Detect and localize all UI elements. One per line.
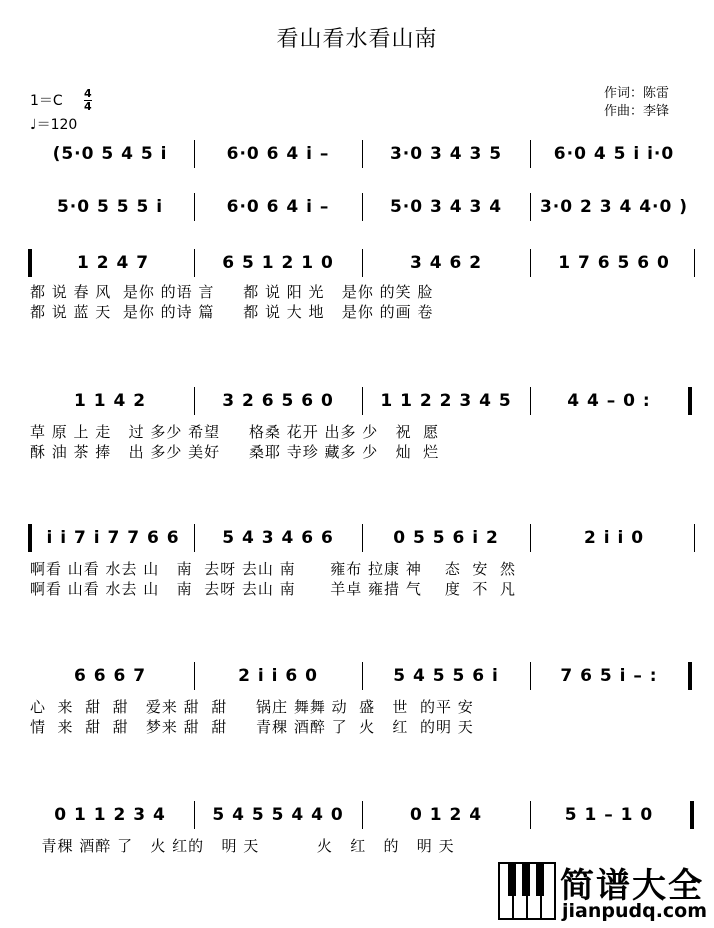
bar-notes: 6 6 6 7 — [73, 666, 147, 686]
bar-line — [194, 140, 195, 168]
bar-notes: 2 i i 0 — [583, 528, 645, 548]
bar-notes: 0 1 2 4 — [409, 805, 483, 825]
bar-notes: 5 4 5 5 6 i — [393, 666, 499, 686]
bar-line — [362, 801, 363, 829]
bar-line — [530, 249, 531, 277]
staff-row-4 — [30, 389, 696, 461]
bar-line — [362, 193, 363, 221]
lyric-line-1: 青稞 酒醉 了 火 红的 明 天 火 红 的 明 天 — [30, 837, 455, 855]
bar-line — [362, 662, 363, 690]
lyric-line-2: 啊看 山看 水去 山 南 去呀 去山 南 羊卓 雍措 气 度 不 凡 — [30, 580, 516, 598]
bar-notes: 6·0 4 5 i i·0 — [553, 144, 675, 164]
lyric-line-2: 情 来 甜 甜 梦来 甜 甜 青稞 酒醉 了 火 红 的明 天 — [30, 718, 474, 736]
bar-notes: 3·0 3 4 3 5 — [389, 144, 503, 164]
bar-line — [530, 193, 531, 221]
bar-line — [194, 193, 195, 221]
bar-notes: 6·0 6 4 i – — [226, 197, 330, 217]
repeat-start-bar — [28, 249, 32, 277]
bar-notes: 4 4 – 0 : — [567, 391, 651, 411]
staff-row-1 — [30, 142, 696, 166]
final-bar — [690, 801, 694, 829]
staff-row-6 — [30, 664, 696, 736]
bar-line — [530, 140, 531, 168]
staff-row-7 — [30, 803, 696, 855]
bar-line — [530, 524, 531, 552]
bar-notes: i i 7 i 7 7 6 6 — [46, 528, 180, 548]
key-signature: 1＝C — [30, 93, 63, 109]
repeat-end-bar — [688, 387, 692, 415]
time-signature: 4 4 — [84, 87, 92, 113]
bar-notes: 5 1 – 1 0 — [564, 805, 654, 825]
bar-notes: 6·0 6 4 i – — [226, 144, 330, 164]
watermark-url: jianpudq.com — [562, 900, 708, 922]
bar-notes: (5·0 5 4 5 i — [52, 144, 168, 164]
bar-notes: 3·0 2 3 4 4·0 ) — [539, 197, 689, 217]
tempo-marking: ♩＝120 — [30, 117, 78, 133]
bar-notes: 5·0 3 4 3 4 — [389, 197, 503, 217]
bar-line — [194, 387, 195, 415]
staff-row-2 — [30, 195, 696, 219]
bar-line — [530, 662, 531, 690]
bar-notes: 1 2 4 7 — [76, 253, 150, 273]
score-title: 看山看水看山南 — [276, 27, 438, 52]
bar-line — [530, 387, 531, 415]
bar-notes: 6 5 1 2 1 0 — [222, 253, 334, 273]
bar-line — [362, 524, 363, 552]
bar-notes: 5·0 5 5 5 i — [56, 197, 164, 217]
lyric-line-2: 都 说 蓝 天 是你 的诗 篇 都 说 大 地 是你 的画 卷 — [30, 303, 434, 321]
lyric-line-1: 心 来 甜 甜 爱来 甜 甜 锅庄 舞舞 动 盛 世 的平 安 — [30, 698, 474, 716]
lyric-line-1: 草 原 上 走 过 多少 希望 格桑 花开 出多 少 祝 愿 — [30, 423, 440, 441]
bar-notes: 3 4 6 2 — [409, 253, 483, 273]
bar-notes: 0 1 1 2 3 4 — [54, 805, 166, 825]
lyric-line-1: 啊看 山看 水去 山 南 去呀 去山 南 雍布 拉康 神 态 安 然 — [30, 560, 516, 578]
bar-notes: 5 4 3 4 6 6 — [222, 528, 334, 548]
site-watermark — [498, 860, 710, 926]
bar-line — [530, 801, 531, 829]
lyric-line-2: 酥 油 茶 捧 出 多少 美好 桑耶 寺珍 藏多 少 灿 烂 — [30, 443, 440, 461]
bar-line — [194, 662, 195, 690]
bar-notes: 7 6 5 i – : — [560, 666, 658, 686]
bar-line — [194, 249, 195, 277]
repeat-end-bar — [688, 662, 692, 690]
lyricist-credit: 作词：陈雷 — [604, 86, 670, 101]
repeat-start-bar — [28, 524, 32, 552]
bar-notes: 1 7 6 5 6 0 — [558, 253, 670, 273]
composer-credit: 作曲：李锋 — [604, 104, 670, 119]
bar-line — [194, 524, 195, 552]
bar-line — [362, 387, 363, 415]
staff-row-5 — [30, 526, 696, 598]
bar-notes: 1 1 4 2 — [73, 391, 147, 411]
bar-line — [694, 249, 695, 277]
bar-notes: 2 i i 6 0 — [238, 666, 318, 686]
bar-line — [362, 249, 363, 277]
bar-line — [362, 140, 363, 168]
bar-notes: 0 5 5 6 i 2 — [393, 528, 499, 548]
lyric-line-1: 都 说 春 风 是你 的语 言 都 说 阳 光 是你 的笑 脸 — [30, 283, 434, 301]
bar-line — [194, 801, 195, 829]
bar-notes: 1 1 2 2 3 4 5 — [380, 391, 512, 411]
staff-row-3 — [30, 251, 696, 321]
bar-notes: 5 4 5 5 4 4 0 — [212, 805, 344, 825]
bar-notes: 3 2 6 5 6 0 — [222, 391, 334, 411]
bar-line — [694, 524, 695, 552]
watermark-brand: 简谱大全 — [560, 866, 704, 906]
piano-keys-icon — [498, 862, 554, 920]
